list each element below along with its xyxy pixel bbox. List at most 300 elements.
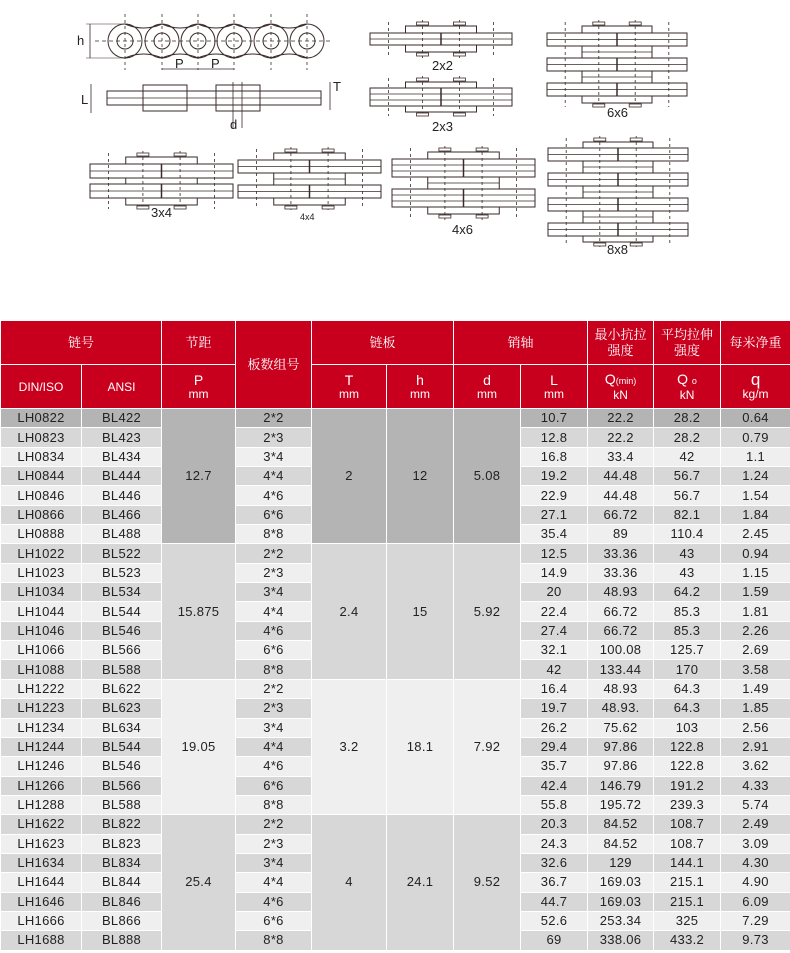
cell-pin-l: 20 — [521, 583, 588, 602]
cell-avg-tensile: 215.1 — [654, 873, 721, 892]
cell-weight: 9.73 — [721, 931, 790, 950]
config-4x6-pin-head — [439, 148, 451, 151]
cell-weight: 1.49 — [721, 679, 790, 698]
cell-weight: 2.91 — [721, 737, 790, 756]
config-4x4-pin-head — [285, 206, 297, 209]
cell-weight: 0.64 — [721, 409, 790, 428]
cell-ansi: BL466 — [82, 505, 162, 524]
cell-ansi: BL834 — [82, 853, 162, 872]
cell-din-iso: LH1023 — [1, 563, 82, 582]
cell-avg-tensile: 122.8 — [654, 757, 721, 776]
cell-plate-combo: 4*4 — [236, 602, 312, 621]
cell-pin-l: 42.4 — [521, 776, 588, 795]
cell-min-tensile: 195.72 — [588, 795, 654, 814]
cell-ansi: BL534 — [82, 583, 162, 602]
cell-min-tensile: 48.93 — [588, 583, 654, 602]
table-row — [1, 544, 790, 563]
cell-ansi: BL544 — [82, 602, 162, 621]
header-l-unit: mm — [544, 386, 565, 401]
config-2x2-inner-plate — [406, 45, 477, 52]
cell-avg-tensile: 43 — [654, 563, 721, 582]
cell-din-iso: LH0866 — [1, 505, 82, 524]
config-2x3-inner-plate — [406, 106, 477, 112]
cell-ansi: BL566 — [82, 641, 162, 660]
cell-pitch: 25.4 — [162, 815, 236, 950]
label-p2: P — [211, 56, 220, 71]
cell-plate-combo: 2*2 — [236, 815, 312, 834]
cell-avg-tensile: 85.3 — [654, 602, 721, 621]
header-plate: 链板 — [312, 321, 454, 365]
cell-weight: 0.79 — [721, 428, 790, 447]
cell-weight: 1.15 — [721, 563, 790, 582]
config-label-8x8: 8x8 — [607, 242, 628, 257]
header-h-unit: mm — [410, 386, 431, 401]
cell-ansi: BL634 — [82, 718, 162, 737]
cell-min-tensile: 22.2 — [588, 428, 654, 447]
cell-ansi: BL623 — [82, 699, 162, 718]
config-label-4x6: 4x6 — [452, 222, 473, 237]
cell-weight: 4.33 — [721, 776, 790, 795]
cell-din-iso: LH0844 — [1, 467, 82, 486]
config-4x4-pin-head — [285, 149, 297, 152]
cell-avg-tensile: 239.3 — [654, 795, 721, 814]
cell-avg-tensile: 170 — [654, 660, 721, 679]
config-2x3-pin-head — [417, 78, 429, 81]
cell-ansi: BL546 — [82, 757, 162, 776]
config-3x4-pin-head — [174, 206, 186, 209]
cell-weight: 6.09 — [721, 892, 790, 911]
cell-pin-l: 20.3 — [521, 815, 588, 834]
table-row — [1, 815, 790, 834]
cell-din-iso: LH0834 — [1, 447, 82, 466]
cell-plate-combo: 8*8 — [236, 525, 312, 544]
cell-plate-h: 15 — [387, 544, 454, 679]
cell-plate-combo: 4*6 — [236, 621, 312, 640]
header-pitch: 节距 — [162, 321, 236, 365]
config-2x2-pin-head — [417, 22, 429, 25]
cell-pin-l: 19.7 — [521, 699, 588, 718]
cell-avg-tensile: 56.7 — [654, 467, 721, 486]
cell-din-iso: LH1266 — [1, 776, 82, 795]
chain-diagrams — [0, 0, 790, 320]
cell-avg-tensile: 108.7 — [654, 834, 721, 853]
header-t-unit: mm — [339, 386, 360, 401]
header-q-weight-unit: kg/m — [742, 386, 769, 401]
cell-min-tensile: 66.72 — [588, 505, 654, 524]
cell-ansi: BL588 — [82, 795, 162, 814]
cell-plate-combo: 6*6 — [236, 641, 312, 660]
table-row — [1, 679, 790, 698]
cell-avg-tensile: 108.7 — [654, 815, 721, 834]
header-chain-no: 链号 — [1, 321, 162, 365]
cell-pin-l: 24.3 — [521, 834, 588, 853]
header-h-symbol: h — [416, 371, 424, 388]
cell-pin-l: 22.9 — [521, 486, 588, 505]
cell-weight: 1.81 — [721, 602, 790, 621]
config-6x6-inner-plate — [582, 26, 652, 33]
cell-min-tensile: 89 — [588, 525, 654, 544]
cell-min-tensile: 33.36 — [588, 563, 654, 582]
cell-weight: 2.49 — [721, 815, 790, 834]
cell-avg-tensile: 122.8 — [654, 737, 721, 756]
cell-min-tensile: 169.03 — [588, 892, 654, 911]
label-p1: P — [175, 56, 184, 71]
cell-pin-l: 69 — [521, 931, 588, 950]
cell-weight: 1.1 — [721, 447, 790, 466]
cell-plate-combo: 3*4 — [236, 583, 312, 602]
cell-din-iso: LH0846 — [1, 486, 82, 505]
cell-weight: 1.59 — [721, 583, 790, 602]
cell-weight: 3.58 — [721, 660, 790, 679]
header-q-min-unit: kN — [613, 387, 628, 402]
cell-weight: 2.69 — [721, 641, 790, 660]
cell-weight: 4.90 — [721, 873, 790, 892]
config-2x2-pin-head — [453, 53, 465, 56]
cell-weight: 1.84 — [721, 505, 790, 524]
config-6x6-pin-head — [593, 104, 605, 107]
cell-plate-combo: 4*4 — [236, 467, 312, 486]
cell-min-tensile: 66.72 — [588, 602, 654, 621]
cell-ansi: BL622 — [82, 679, 162, 698]
cell-ansi: BL423 — [82, 428, 162, 447]
cell-weight: 7.29 — [721, 911, 790, 930]
config-4x6-pin-head — [439, 215, 451, 218]
cell-min-tensile: 66.72 — [588, 621, 654, 640]
cell-min-tensile: 133.44 — [588, 660, 654, 679]
cell-plate-t: 2 — [312, 409, 387, 544]
cell-pin-d: 5.92 — [454, 544, 521, 679]
cell-avg-tensile: 433.2 — [654, 931, 721, 950]
header-avg-tensile — [654, 321, 721, 365]
config-6x6-inner-plate — [582, 96, 652, 103]
config-3x4-pin-head — [137, 206, 149, 209]
cell-ansi: BL866 — [82, 911, 162, 930]
cell-plate-combo: 6*6 — [236, 911, 312, 930]
cell-pin-l: 35.7 — [521, 757, 588, 776]
cell-din-iso: LH1644 — [1, 873, 82, 892]
cell-din-iso: LH1666 — [1, 911, 82, 930]
cell-pitch: 15.875 — [162, 544, 236, 679]
cell-weight: 1.54 — [721, 486, 790, 505]
cell-min-tensile: 129 — [588, 853, 654, 872]
cell-ansi: BL823 — [82, 834, 162, 853]
cell-din-iso: LH1044 — [1, 602, 82, 621]
cell-pin-l: 42 — [521, 660, 588, 679]
cell-din-iso: LH1022 — [1, 544, 82, 563]
header-row-2 — [1, 365, 790, 409]
label-L: L — [81, 92, 89, 107]
cell-pitch: 12.7 — [162, 409, 236, 544]
cell-pin-l: 10.7 — [521, 409, 588, 428]
cell-plate-combo: 2*3 — [236, 428, 312, 447]
cell-din-iso: LH1623 — [1, 834, 82, 853]
cell-pin-l: 16.4 — [521, 679, 588, 698]
cell-plate-combo: 2*2 — [236, 679, 312, 698]
cell-min-tensile: 97.86 — [588, 757, 654, 776]
cell-plate-combo: 8*8 — [236, 795, 312, 814]
cell-din-iso: LH1288 — [1, 795, 82, 814]
cell-avg-tensile: 28.2 — [654, 409, 721, 428]
header-l — [521, 365, 588, 409]
cell-avg-tensile: 85.3 — [654, 621, 721, 640]
cell-min-tensile: 33.4 — [588, 447, 654, 466]
cell-weight: 2.56 — [721, 718, 790, 737]
cell-ansi: BL544 — [82, 737, 162, 756]
config-6x6-pin-head — [629, 22, 641, 25]
header-weight: 每米净重 — [721, 321, 790, 365]
header-d — [454, 365, 521, 409]
cell-plate-combo: 2*3 — [236, 563, 312, 582]
cell-plate-combo: 2*2 — [236, 544, 312, 563]
config-4x6-pin-head — [476, 148, 488, 151]
chain-drawing — [0, 0, 790, 320]
cell-plate-combo: 4*6 — [236, 892, 312, 911]
cell-pin-l: 32.1 — [521, 641, 588, 660]
cell-avg-tensile: 64.2 — [654, 583, 721, 602]
config-label-2x3: 2x3 — [432, 119, 453, 134]
config-3x4-inner-plate — [126, 198, 198, 205]
cell-weight: 3.62 — [721, 757, 790, 776]
cell-din-iso: LH1246 — [1, 757, 82, 776]
config-2x3-pin-head — [453, 78, 465, 81]
cell-weight: 3.09 — [721, 834, 790, 853]
header-avg-tensile-text: 平均拉伸强度 — [661, 326, 714, 358]
config-4x6-pin-head — [476, 215, 488, 218]
config-4x6-inner-plate — [428, 207, 500, 214]
cell-min-tensile: 75.62 — [588, 718, 654, 737]
header-p-unit: mm — [188, 386, 209, 401]
config-2x2-inner-plate — [406, 26, 477, 33]
config-label-6x6: 6x6 — [607, 105, 628, 120]
cell-plate-combo: 6*6 — [236, 776, 312, 795]
header-qo — [654, 365, 721, 409]
label-d: d — [230, 117, 238, 132]
cell-avg-tensile: 82.1 — [654, 505, 721, 524]
config-8x8-pin-head — [594, 243, 606, 246]
cell-pin-l: 26.2 — [521, 718, 588, 737]
cell-plate-combo: 4*6 — [236, 757, 312, 776]
config-2x2-pin-head — [417, 53, 429, 56]
cell-min-tensile: 44.48 — [588, 486, 654, 505]
header-qo-symbol: Q — [677, 370, 689, 387]
config-8x8-pin-head — [630, 138, 642, 141]
cell-plate-h: 18.1 — [387, 679, 454, 814]
cell-avg-tensile: 43 — [654, 544, 721, 563]
config-8x8-pin-head — [594, 138, 606, 141]
config-8x8-inner-plate — [583, 142, 653, 148]
cell-plate-combo: 2*2 — [236, 409, 312, 428]
cell-weight: 1.24 — [721, 467, 790, 486]
cell-weight: 2.45 — [721, 525, 790, 544]
cell-din-iso: LH1634 — [1, 853, 82, 872]
cell-min-tensile: 100.08 — [588, 641, 654, 660]
cell-plate-combo: 8*8 — [236, 660, 312, 679]
cell-min-tensile: 44.48 — [588, 467, 654, 486]
config-label-2x2: 2x2 — [432, 58, 453, 73]
cell-avg-tensile: 103 — [654, 718, 721, 737]
config-8x8-pin-head — [630, 243, 642, 246]
cell-din-iso: LH1222 — [1, 679, 82, 698]
cell-min-tensile: 253.34 — [588, 911, 654, 930]
header-din-iso: DIN/ISO — [1, 365, 82, 409]
config-2x3-pin-head — [417, 113, 429, 116]
config-label-3x4: 3x4 — [151, 205, 172, 220]
cell-din-iso: LH1688 — [1, 931, 82, 950]
header-h — [387, 365, 454, 409]
cell-pin-l: 36.7 — [521, 873, 588, 892]
cell-pin-l: 52.6 — [521, 911, 588, 930]
cell-plate-combo: 2*3 — [236, 699, 312, 718]
cell-avg-tensile: 215.1 — [654, 892, 721, 911]
cell-pin-l: 22.4 — [521, 602, 588, 621]
cell-din-iso: LH0823 — [1, 428, 82, 447]
header-t — [312, 365, 387, 409]
cell-min-tensile: 84.52 — [588, 834, 654, 853]
cell-avg-tensile: 42 — [654, 447, 721, 466]
config-2x2-pin-head — [453, 22, 465, 25]
cell-plate-combo: 2*3 — [236, 834, 312, 853]
config-3x4-inner-plate — [126, 178, 198, 184]
cell-min-tensile: 84.52 — [588, 815, 654, 834]
cell-plate-combo: 4*6 — [236, 486, 312, 505]
cell-ansi: BL446 — [82, 486, 162, 505]
header-min-tensile-text: 最小抗拉强度 — [594, 326, 647, 358]
header-row-1 — [1, 321, 790, 365]
cell-pin-d: 5.08 — [454, 409, 521, 544]
cell-ansi: BL434 — [82, 447, 162, 466]
label-T: T — [333, 79, 341, 94]
header-p-symbol: P — [193, 371, 204, 388]
cell-avg-tensile: 64.3 — [654, 699, 721, 718]
cell-pin-l: 44.7 — [521, 892, 588, 911]
cell-weight: 5.74 — [721, 795, 790, 814]
cell-avg-tensile: 110.4 — [654, 525, 721, 544]
cell-pin-d: 7.92 — [454, 679, 521, 814]
config-2x3-inner-plate — [406, 82, 477, 88]
config-4x4-inner-plate — [274, 198, 346, 205]
config-4x4-pin-head — [322, 206, 334, 209]
config-label-4x4: 4x4 — [300, 212, 315, 222]
cell-plate-t: 2.4 — [312, 544, 387, 679]
header-qo-unit: kN — [679, 387, 695, 402]
cell-ansi: BL822 — [82, 815, 162, 834]
cell-pin-l: 29.4 — [521, 737, 588, 756]
cell-ansi: BL523 — [82, 563, 162, 582]
cell-pin-l: 14.9 — [521, 563, 588, 582]
header-p — [162, 365, 236, 409]
cell-plate-h: 12 — [387, 409, 454, 544]
cell-weight: 2.26 — [721, 621, 790, 640]
cell-pin-l: 55.8 — [521, 795, 588, 814]
cell-pin-l: 27.4 — [521, 621, 588, 640]
cell-ansi: BL444 — [82, 467, 162, 486]
cell-din-iso: LH1066 — [1, 641, 82, 660]
cell-ansi: BL566 — [82, 776, 162, 795]
cell-pin-l: 27.1 — [521, 505, 588, 524]
cell-ansi: BL422 — [82, 409, 162, 428]
cell-ansi: BL522 — [82, 544, 162, 563]
config-4x6-inner-plate — [428, 152, 500, 159]
cell-min-tensile: 169.03 — [588, 873, 654, 892]
cell-din-iso: LH1622 — [1, 815, 82, 834]
cell-pin-d: 9.52 — [454, 815, 521, 950]
cell-plate-t: 4 — [312, 815, 387, 950]
cell-min-tensile: 48.93 — [588, 679, 654, 698]
header-d-symbol: d — [483, 371, 491, 388]
cell-min-tensile: 22.2 — [588, 409, 654, 428]
header-l-symbol: L — [550, 371, 558, 388]
cell-ansi: BL588 — [82, 660, 162, 679]
header-d-unit: mm — [477, 386, 498, 401]
config-3x4-inner-plate — [126, 157, 198, 164]
cell-pin-l: 35.4 — [521, 525, 588, 544]
header-q-min-symbol: Q — [604, 370, 616, 387]
config-3x4-pin-head — [174, 153, 186, 156]
config-6x6-pin-head — [593, 22, 605, 25]
cell-min-tensile: 338.06 — [588, 931, 654, 950]
cell-plate-combo: 6*6 — [236, 505, 312, 524]
cell-din-iso: LH1234 — [1, 718, 82, 737]
cell-plate-combo: 4*4 — [236, 873, 312, 892]
cell-ansi: BL846 — [82, 892, 162, 911]
config-4x4-pin-head — [322, 149, 334, 152]
cell-din-iso: LH0822 — [1, 409, 82, 428]
cell-avg-tensile: 64.3 — [654, 679, 721, 698]
cell-din-iso: LH1046 — [1, 621, 82, 640]
cell-ansi: BL488 — [82, 525, 162, 544]
cell-weight: 1.85 — [721, 699, 790, 718]
cell-plate-combo: 3*4 — [236, 718, 312, 737]
header-q-weight-symbol: q — [750, 369, 761, 389]
cell-plate-t: 3.2 — [312, 679, 387, 814]
config-2x3-pin-head — [453, 113, 465, 116]
header-min-tensile — [588, 321, 654, 365]
header-plate-combo: 板数组号 — [236, 321, 312, 409]
cell-avg-tensile: 144.1 — [654, 853, 721, 872]
table-row — [1, 409, 790, 428]
header-qo-sub: o — [691, 375, 697, 386]
cell-plate-combo: 4*4 — [236, 737, 312, 756]
cell-plate-combo: 8*8 — [236, 931, 312, 950]
header-pin: 销轴 — [454, 321, 588, 365]
cell-pin-l: 12.8 — [521, 428, 588, 447]
cell-din-iso: LH1646 — [1, 892, 82, 911]
config-3x4-pin-head — [137, 153, 149, 156]
cell-din-iso: LH0888 — [1, 525, 82, 544]
cell-din-iso: LH1088 — [1, 660, 82, 679]
cell-pitch: 19.05 — [162, 679, 236, 814]
cell-plate-combo: 3*4 — [236, 447, 312, 466]
header-q-min — [588, 365, 654, 409]
cell-pin-l: 32.6 — [521, 853, 588, 872]
cell-avg-tensile: 28.2 — [654, 428, 721, 447]
cell-ansi: BL888 — [82, 931, 162, 950]
cell-avg-tensile: 125.7 — [654, 641, 721, 660]
cell-din-iso: LH1223 — [1, 699, 82, 718]
cell-min-tensile: 33.36 — [588, 544, 654, 563]
header-t-symbol: T — [344, 371, 354, 388]
header-ansi: ANSI — [82, 365, 162, 409]
cell-din-iso: LH1034 — [1, 583, 82, 602]
cell-avg-tensile: 191.2 — [654, 776, 721, 795]
cell-plate-combo: 3*4 — [236, 853, 312, 872]
cell-min-tensile: 146.79 — [588, 776, 654, 795]
header-q-weight — [721, 365, 790, 409]
config-6x6-pin-head — [629, 104, 641, 107]
cell-weight: 4.30 — [721, 853, 790, 872]
cell-min-tensile: 48.93. — [588, 699, 654, 718]
cell-pin-l: 19.2 — [521, 467, 588, 486]
